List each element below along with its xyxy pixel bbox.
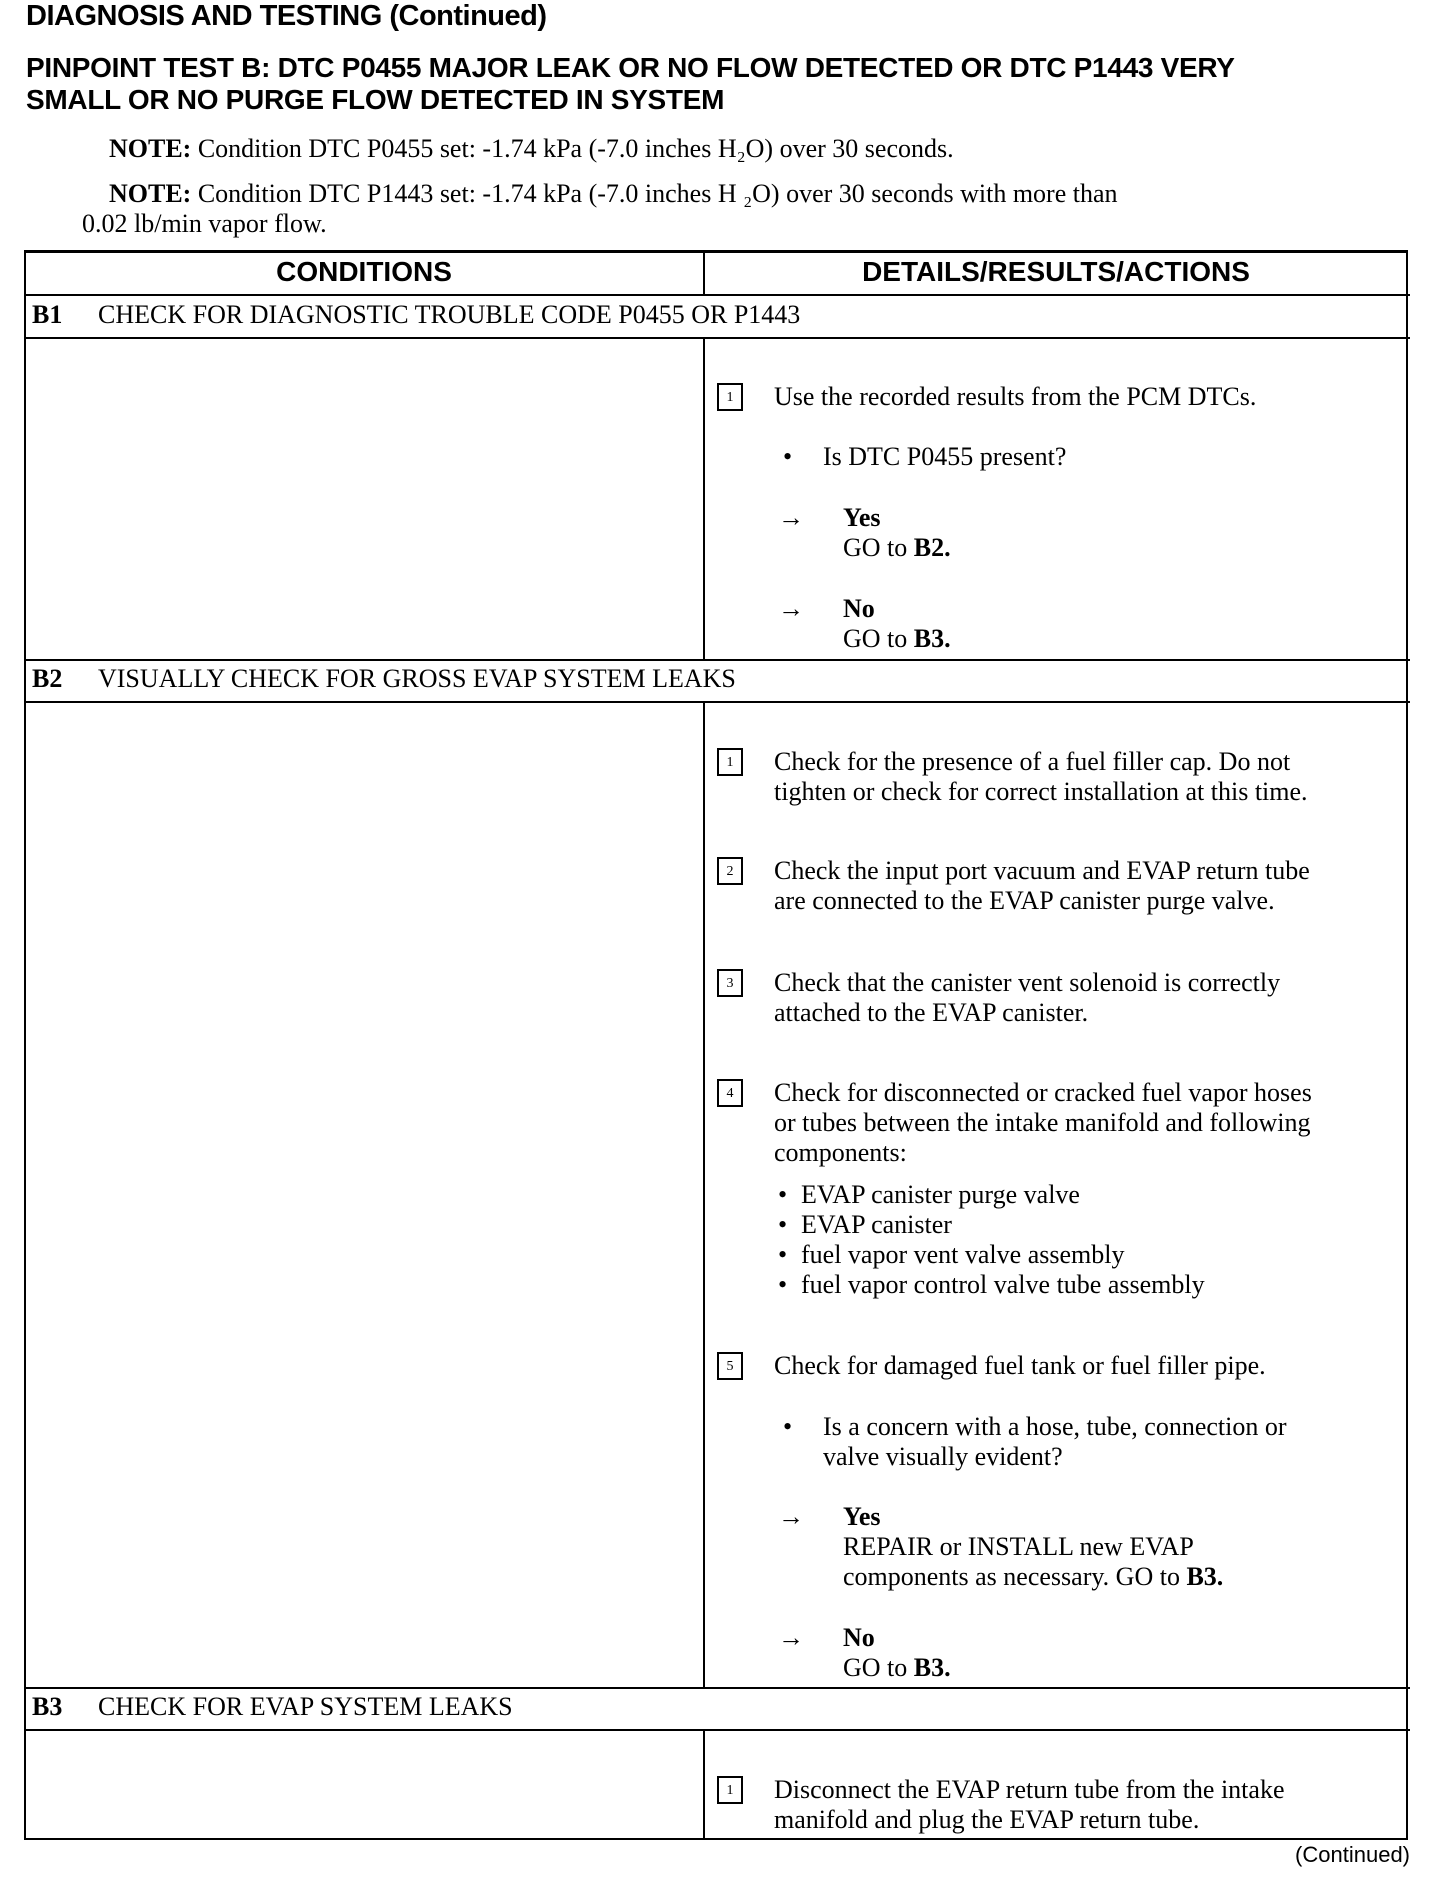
line: components:: [774, 1138, 907, 1167]
step-number-box: 1: [717, 1776, 743, 1804]
note-p0455: [109, 134, 954, 164]
arrow-right-icon: →: [778, 594, 804, 623]
line: manifold and plug the EVAP return tube.: [774, 1805, 1200, 1834]
step-header-b3: [32, 1692, 513, 1722]
action-text: GO to: [843, 533, 914, 562]
answer-label: Yes: [843, 1502, 881, 1531]
note-label: NOTE:: [109, 134, 192, 163]
line: tighten or check for correct installation at this time.: [774, 777, 1308, 806]
step-title: CHECK FOR DIAGNOSTIC TROUBLE CODE P0455 OR P1443: [98, 300, 801, 329]
step-id: B2: [32, 664, 63, 693]
line: Check for the presence of a fuel filler cap. Do not: [774, 747, 1291, 776]
goto-link[interactable]: B3.: [913, 1653, 951, 1682]
list-item: fuel vapor vent valve assembly: [801, 1240, 1125, 1269]
step-id: B3: [32, 1692, 63, 1721]
pinpoint-table: [24, 250, 1408, 1840]
divider: [24, 659, 1410, 661]
step-id: B1: [32, 300, 63, 329]
list-item: fuel vapor control valve tube assembly: [801, 1270, 1205, 1299]
title-line: SMALL OR NO PURGE FLOW DETECTED IN SYSTEM: [26, 84, 725, 115]
goto-link[interactable]: B3.: [913, 624, 951, 653]
answer-label: No: [843, 594, 875, 623]
bullet-icon: •: [783, 1412, 793, 1441]
step-number-box: 2: [717, 857, 743, 885]
line: Check for disconnected or cracked fuel vapor hoses: [774, 1078, 1312, 1107]
action-text: components as necessary. GO to: [843, 1562, 1187, 1591]
goto-link[interactable]: B3.: [1186, 1562, 1224, 1591]
answer-label: No: [843, 1623, 875, 1652]
step-text: [774, 856, 1404, 916]
step-text: Check for damaged fuel tank or fuel filler pipe.: [774, 1351, 1266, 1380]
column-header-details: DETAILS/RESULTS/ACTIONS: [862, 256, 1250, 287]
bullet-icon: •: [783, 442, 793, 471]
divider: [24, 701, 1410, 703]
title-line: PINPOINT TEST B: DTC P0455 MAJOR LEAK OR NO FLOW DETECTED OR DTC P1443 VERY: [26, 52, 1235, 83]
step-number-box: 1: [717, 383, 743, 411]
note-text: Condition DTC P0455 set: -1.74 kPa (-7.0 inches H₂O) over 30 seconds.: [197, 134, 954, 163]
line: Is a concern with a hose, tube, connection or: [823, 1412, 1287, 1441]
question-text: [823, 1412, 1383, 1472]
step-text: Use the recorded results from the PCM DTCs.: [774, 382, 1257, 411]
line: valve visually evident?: [823, 1442, 1063, 1471]
column-divider: [703, 701, 705, 1688]
note-text: Condition DTC P1443 set: -1.74 kPa (-7.0 inches H ₂O) over 30 seconds with more than: [197, 179, 1118, 208]
column-header-conditions: CONDITIONS: [276, 256, 452, 287]
goto-link[interactable]: B2.: [913, 533, 951, 562]
divider: [24, 1729, 1410, 1731]
divider: [24, 294, 1410, 296]
step-text: [774, 1775, 1404, 1835]
note-label: NOTE:: [109, 179, 192, 208]
answer-no: [843, 594, 1383, 654]
answer-label: Yes: [843, 503, 881, 532]
line: are connected to the EVAP canister purge valve.: [774, 886, 1275, 915]
step-title: CHECK FOR EVAP SYSTEM LEAKS: [98, 1692, 513, 1721]
line: Check that the canister vent solenoid is correctly: [774, 968, 1281, 997]
bullet-icon: • • • •: [778, 1180, 788, 1299]
arrow-right-icon: →: [778, 503, 804, 532]
line: Check the input port vacuum and EVAP return tube: [774, 856, 1310, 885]
answer-no: [843, 1623, 1383, 1683]
list-item: EVAP canister: [801, 1210, 952, 1239]
action-text: GO to: [843, 624, 914, 653]
line: Disconnect the EVAP return tube from the intake: [774, 1775, 1285, 1804]
line: or tubes between the intake manifold and following: [774, 1108, 1311, 1137]
note-p1443: [82, 179, 1282, 239]
step-number-box: 1: [717, 748, 743, 776]
action-text: GO to: [843, 1653, 914, 1682]
step-header-b1: [32, 300, 800, 330]
divider: [24, 337, 1410, 339]
step-number-box: 3: [717, 969, 743, 997]
question-text: Is DTC P0455 present?: [823, 442, 1067, 471]
divider: [24, 1687, 1410, 1689]
section-title: DIAGNOSIS AND TESTING (Continued): [26, 0, 547, 32]
step-title: VISUALLY CHECK FOR GROSS EVAP SYSTEM LEAKS: [98, 664, 736, 693]
answer-yes: [843, 503, 1383, 563]
arrow-right-icon: →: [778, 1623, 804, 1652]
component-list: [801, 1180, 1205, 1300]
column-divider: [703, 337, 705, 660]
action-text: REPAIR or INSTALL new EVAP: [843, 1532, 1194, 1561]
step-text: [774, 1078, 1404, 1168]
line: attached to the EVAP canister.: [774, 998, 1089, 1027]
arrow-right-icon: →: [778, 1502, 804, 1531]
continued-label: (Continued): [1295, 1842, 1410, 1867]
note-text: 0.02 lb/min vapor flow.: [82, 209, 327, 238]
column-divider: [703, 1729, 705, 1840]
step-text: [774, 968, 1404, 1028]
answer-yes: [843, 1502, 1383, 1592]
list-item: EVAP canister purge valve: [801, 1180, 1080, 1209]
step-number-box: 5: [717, 1352, 743, 1380]
step-header-b2: [32, 664, 736, 694]
step-number-box: 4: [717, 1079, 743, 1107]
step-text: [774, 747, 1404, 807]
pinpoint-test-title: [26, 52, 1235, 116]
